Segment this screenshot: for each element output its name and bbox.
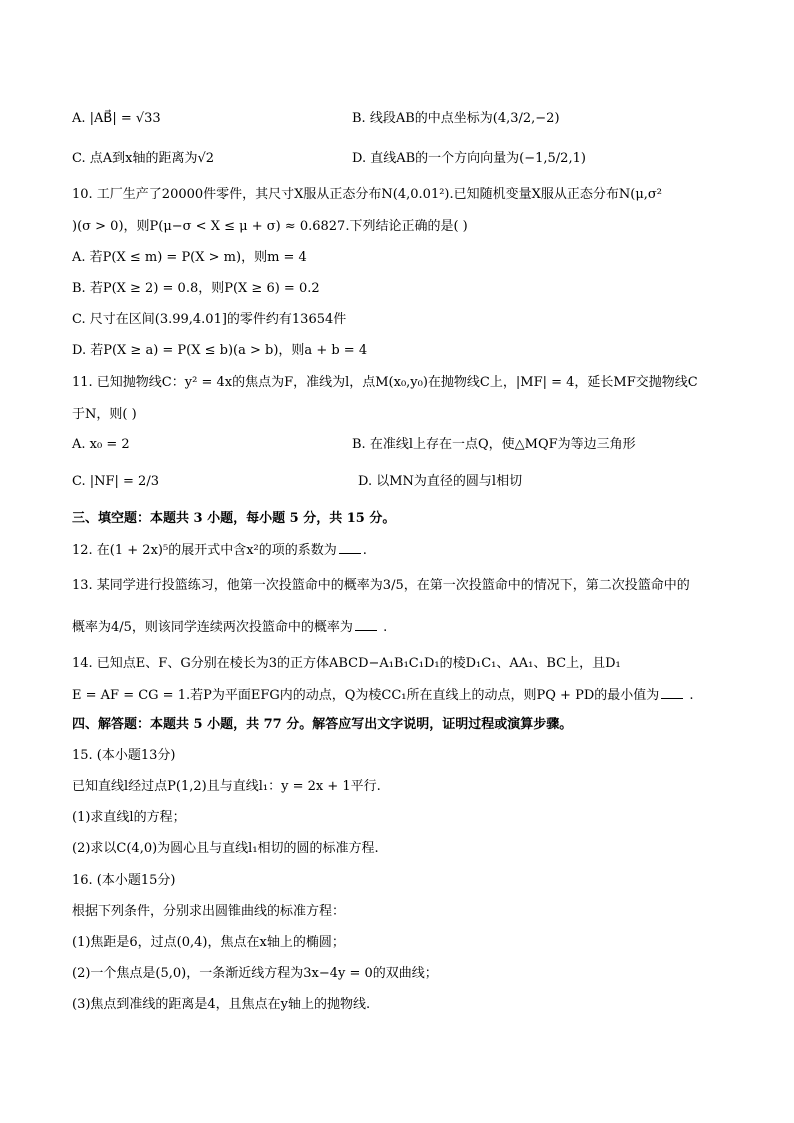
- section-4-title: 四、解答题：本题共 5 小题，共 77 分。解答应写出文字说明，证明过程或演算步骤。: [72, 717, 573, 732]
- q11-stem-line-1: 11. 已知抛物线C：y² = 4x的焦点为F，准线为l，点M(x₀,y₀)在抛物线C上，|MF| = 4，延长MF交抛物线C: [72, 375, 698, 390]
- q15-part-1: (1)求直线l的方程；: [72, 810, 186, 825]
- q16-header: 16. (本小题15分): [72, 873, 176, 888]
- q11-option-a: A. x₀ = 2: [72, 437, 130, 452]
- q14-line-2a: E = AF = CG = 1.若P为平面EFG内的动点，Q为棱CC₁所在直线上的动点，则PQ + PD的最小值为: [72, 688, 660, 703]
- q9-option-c: C. 点A到x轴的距离为√2: [72, 151, 215, 166]
- q9-option-b: B. 线段AB的中点坐标为(4,3/2,−2): [352, 111, 560, 126]
- q16-part-1: (1)焦距是6，过点(0,4)，焦点在x轴上的椭圆；: [72, 935, 345, 950]
- q10-stem-line-2: )(σ > 0)，则P(μ−σ < X ≤ μ + σ) ≈ 0.6827.下列结论正确的是( ): [72, 219, 468, 234]
- q13-answer-blank: [355, 618, 377, 631]
- q9-option-d: D. 直线AB的一个方向向量为(−1,5/2,1): [352, 151, 586, 166]
- q10-option-b: B. 若P(X ≥ 2) = 0.8，则P(X ≥ 6) = 0.2: [72, 281, 320, 296]
- q12-answer-blank: [339, 541, 361, 554]
- q10-option-d: D. 若P(X ≥ a) = P(X ≤ b)(a > b)，则a + b = 4: [72, 343, 368, 358]
- q13-line-2a: 概率为4/5，则该同学连续两次投篮命中的概率为: [72, 620, 353, 635]
- q10-option-c: C. 尺寸在区间(3.99,4.01]的零件约有13654件: [72, 312, 347, 327]
- q16-part-3: (3)焦点到准线的距离是4，且焦点在y轴上的抛物线.: [72, 997, 371, 1012]
- q12-text: [72, 541, 367, 560]
- q12-text-a: 12. 在(1 + 2x)⁵的展开式中含x²的项的系数为: [72, 543, 337, 558]
- q16-stem: 根据下列条件，分别求出圆锥曲线的标准方程：: [72, 904, 346, 919]
- q12-text-b: .: [362, 543, 367, 558]
- q14-answer-blank: [661, 686, 683, 699]
- q13-line-1: 13. 某同学进行投篮练习，他第一次投篮命中的概率为3/5，在第一次投篮命中的情况下，第二次投篮命中的: [72, 578, 690, 593]
- q13-line-2b: .: [378, 620, 388, 635]
- q11-option-c: C. |NF| = 2/3: [72, 474, 159, 489]
- q15-stem: 已知直线l经过点P(1,2)且与直线l₁：y = 2x + 1平行.: [72, 779, 381, 794]
- q15-part-2: (2)求以C(4,0)为圆心且与直线l₁相切的圆的标准方程.: [72, 841, 379, 856]
- q13-line-2: [72, 618, 387, 637]
- q10-option-a: A. 若P(X ≤ m) = P(X > m)，则m = 4: [72, 250, 307, 265]
- q15-header: 15. (本小题13分): [72, 748, 176, 763]
- q10-stem-line-1: 10. 工厂生产了20000件零件，其尺寸X服从正态分布N(4,0.01²).已知随机变量X服从正态分布N(μ,σ²: [72, 187, 662, 202]
- q14-line-2: [72, 686, 694, 705]
- q14-line-1: 14. 已知点E、F、G分别在棱长为3的正方体ABCD−A₁B₁C₁D₁的棱D₁C₁、AA₁、BC上，且D₁: [72, 656, 621, 671]
- q14-line-2b: .: [685, 688, 694, 703]
- q16-part-2: (2)一个焦点是(5,0)，一条渐近线方程为3x−4y = 0的双曲线；: [72, 966, 438, 981]
- q11-option-b: B. 在准线l上存在一点Q，使△MQF为等边三角形: [352, 437, 636, 452]
- q9-option-a: A. |AB⃗| = √33: [72, 111, 161, 126]
- section-3-title: 三、填空题：本题共 3 小题，每小题 5 分，共 15 分。: [72, 511, 396, 526]
- q11-option-d: D. 以MN为直径的圆与l相切: [358, 474, 523, 489]
- q11-stem-line-2: 于N，则( ): [72, 407, 137, 422]
